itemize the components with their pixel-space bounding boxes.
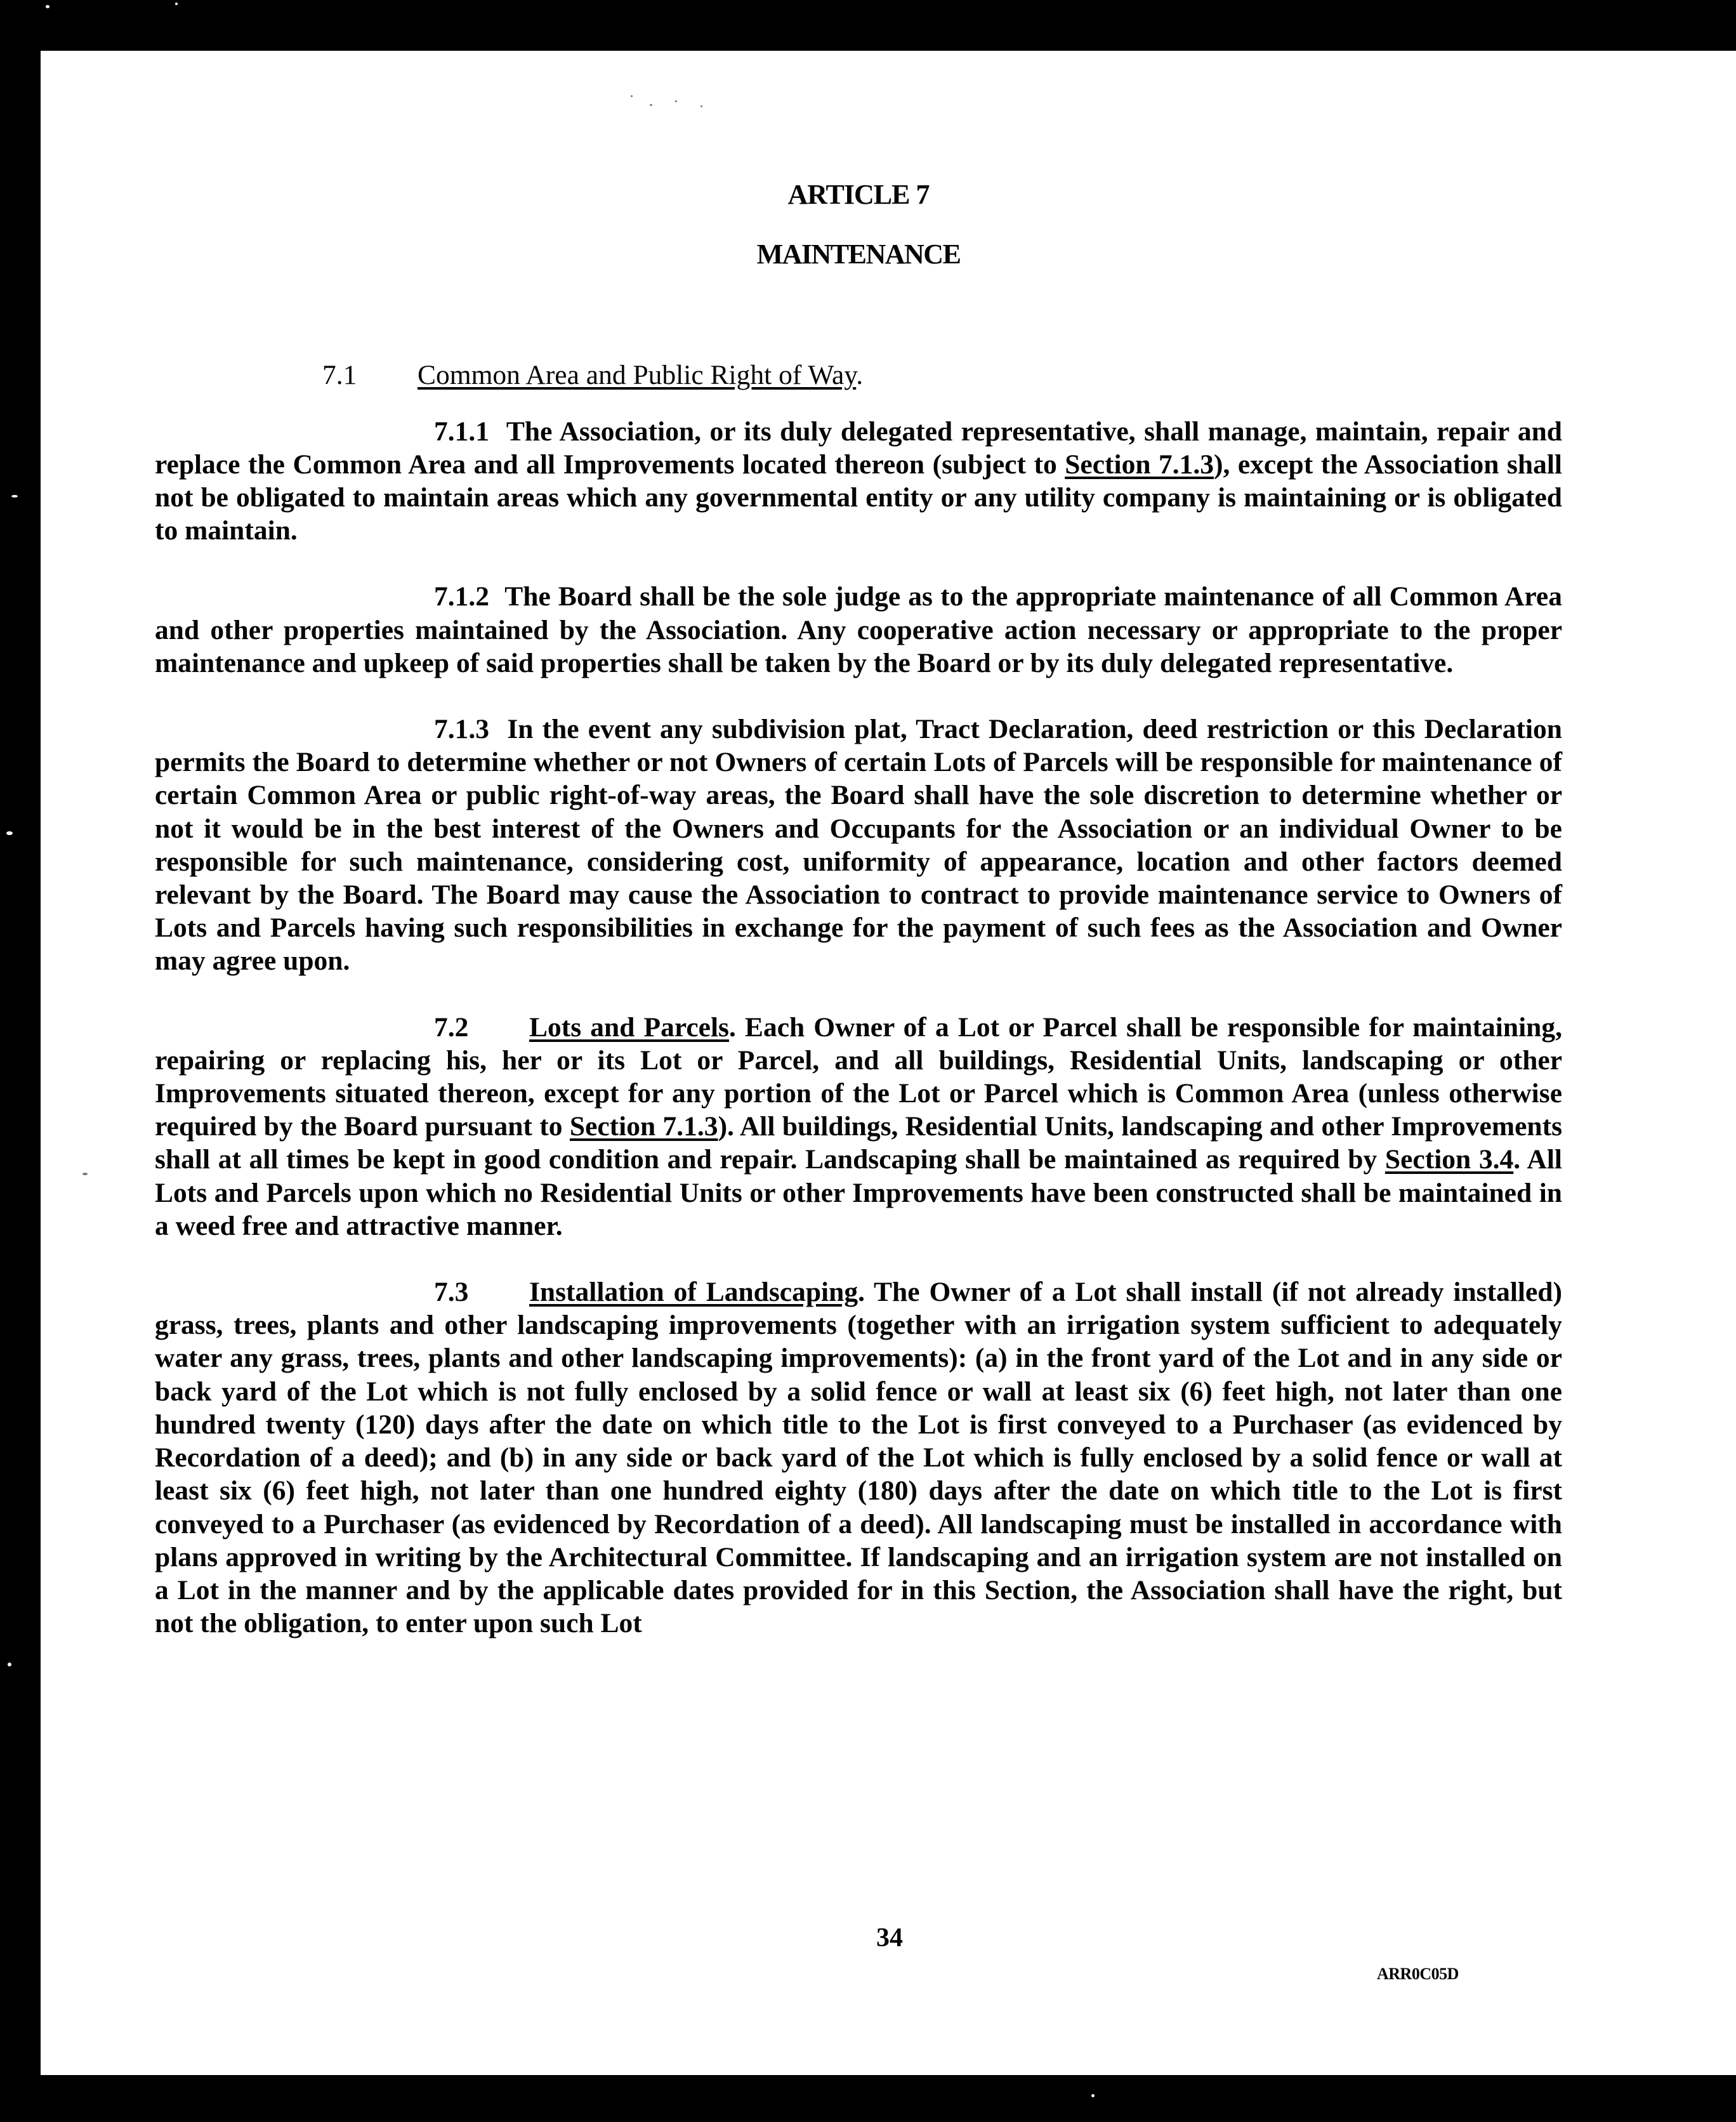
paragraph-number: 7.3 <box>434 1277 469 1308</box>
paragraph-7-1-2 <box>155 580 1562 680</box>
paragraph-7-2 <box>155 1011 1562 1242</box>
scan-speck <box>6 831 13 835</box>
section-title-period: . <box>856 360 864 391</box>
article-subtitle: MAINTENANCE <box>756 239 961 270</box>
scan-speck <box>675 100 677 102</box>
scan-speck <box>650 104 652 106</box>
scan-speck <box>631 95 633 97</box>
paragraph-text: The Board shall be the sole judge as to the appropriate maintenance of all Common Area and other properties maintained by the Association. Any cooperative action necessary or appropriate to the proper maintenance and upkeep of said properties shall be taken by the Board or by its duly delegated representative. <box>155 581 1562 678</box>
paragraph-title: Lots and Parcels <box>529 1012 729 1043</box>
paragraph-text: In the event any subdivision plat, Tract Declaration, deed restriction or this Declaration permits the Board to determine whether or not Owners of certain Lots of Parcels will be responsible for maintenance of certain Common Area or public right-of-way areas, the Board shall have the sole discretion to determine whether or not it would be in the best interest of the Owners and Occupants for the Association or an individual Owner to be responsible for such maintenance, considering cost, uniformity of appearance, location and other factors deemed relevant by the Board. The Board may cause the Association to contract to provide maintenance service to Owners of Lots and Parcels having such responsibilities in exchange for the payment of such fees as the Association and Owner may agree upon. <box>155 714 1563 977</box>
scan-speck <box>175 3 178 5</box>
section-reference: Section 7.1.3 <box>1065 449 1214 480</box>
section-reference: Section 7.1.3 <box>569 1111 718 1142</box>
article-title: ARTICLE 7 <box>787 179 930 210</box>
paragraph-number: 7.1.3 <box>434 714 489 745</box>
paragraph-7-1-1 <box>155 415 1562 548</box>
paragraph-number: 7.2 <box>434 1012 469 1043</box>
scan-speck <box>11 495 18 498</box>
paragraph-number: 7.1.2 <box>434 581 489 612</box>
paragraph-text: . Each Owner of a Lot or Parcel shall be responsible for maintaining, repairing or replacing his, her or its Lot or Parcel, and all buildings, Residential Units, landscaping or other Improvements situated thereon, except for any portion of the Lot or Parcel which is Common Area (unless otherwise required by the Board pursuant to <box>155 1012 1562 1142</box>
paragraph-7-3 <box>155 1275 1562 1640</box>
section-7-1-heading <box>155 359 1562 392</box>
paragraph-text: . All Lots and Parcels upon which no Residential Units or other Improvements have been constructed shall be maintained in a weed free and attractive manner. <box>155 1144 1562 1241</box>
paragraph-number: 7.1.1 <box>434 416 489 447</box>
paragraph-7-1-3 <box>155 713 1562 978</box>
section-reference: Section 3.4 <box>1384 1144 1514 1175</box>
scan-speck <box>82 1173 88 1175</box>
scan-speck <box>1091 2094 1095 2097</box>
document-body <box>155 124 1562 1640</box>
paragraph-text: . The Owner of a Lot shall install (if not already installed) grass, trees, plants and other landscaping improvements (together with an irrigation system sufficient to adequately water any grass, trees, plants and other landscaping improvements): (a) in the front yard of the Lot and in any side or back yard of the Lot which is not fully enclosed by a solid fence or wall at least six (6) feet high, not later than one hundred twenty (120) days after the date on which title to the Lot is first conveyed to a Purchaser (as evidenced by Recordation of a deed); and (b) in any side or back yard of the Lot which is fully enclosed by a solid fence or wall at least six (6) feet high, not later than one hundred eighty (180) days after the date on which title to the Lot is first conveyed to a Purchaser (as evidenced by Recordation of a deed). All landscaping must be installed in accordance with plans approved in writing by the Architectural Committee. If landscaping and an irrigation system are not installed on a Lot in the manner and by the applicable dates provided for in this Section, the Association shall have the right, but not the obligation, to enter upon such Lot <box>155 1277 1562 1639</box>
scan-speck <box>8 1663 11 1666</box>
scan-speck <box>46 5 49 8</box>
paragraph-text: ), except the Association shall not be obligated to maintain areas which any governmental entity or any utility company is maintaining or is obligated to maintain. <box>155 449 1562 546</box>
footer-document-code: ARR0C05D <box>1377 1965 1459 1983</box>
paragraph-text: ). All buildings, Residential Units, landscaping and other Improvements shall at all times be kept in good condition and repair. Landscaping shall be maintained as required by <box>155 1111 1562 1175</box>
paragraph-text: The Association, or its duly delegated representative, shall manage, maintain, repair and replace the Common Area and all Improvements located thereon (subject to <box>155 416 1562 480</box>
section-number: 7.1 <box>322 360 357 391</box>
paragraph-title: Installation of Landscaping <box>529 1277 858 1308</box>
section-title: Common Area and Public Right of Way <box>418 360 857 391</box>
page-number: 34 <box>876 1923 903 1953</box>
scan-speck <box>700 105 702 107</box>
